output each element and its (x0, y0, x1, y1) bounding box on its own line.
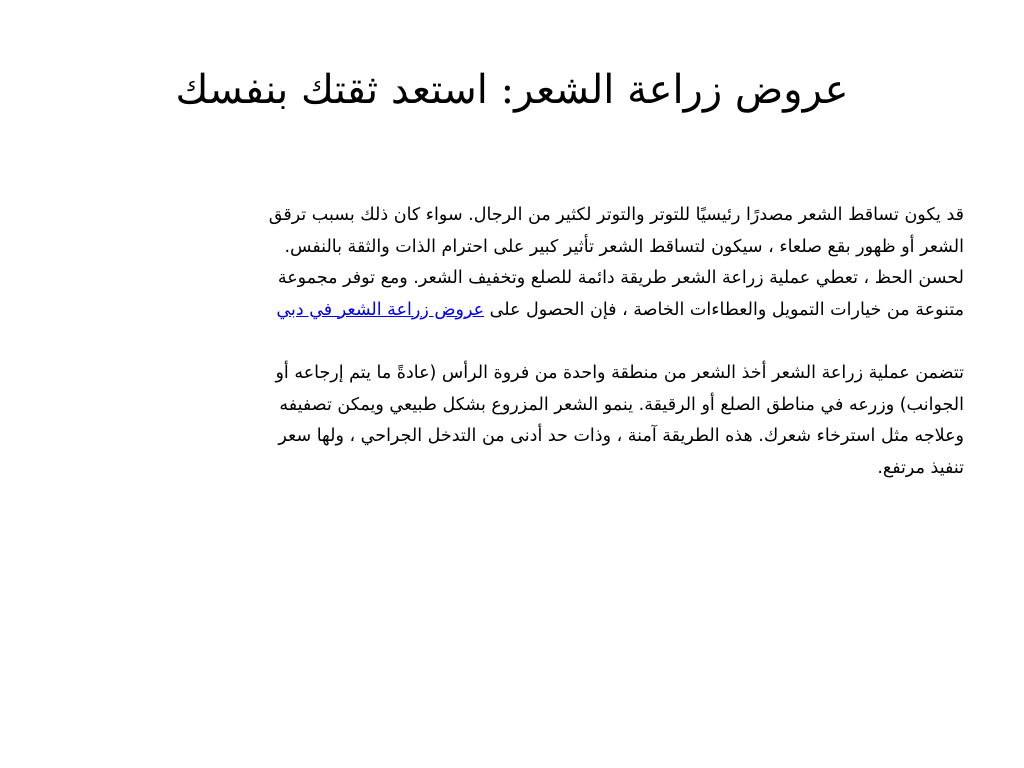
paragraph-procedure (70, 358, 964, 484)
paragraph-intro (70, 200, 964, 326)
hair-transplant-offers-link[interactable]: عروض زراعة الشعر في دبي (276, 299, 485, 320)
slide-title: عروض زراعة الشعر: استعد ثقتك بنفسك (175, 67, 849, 113)
paragraph-intro-line-2: الشعر أو ظهور بقع صلعاء ، سيكون لتساقط الشعر تأثير كبير على احترام الذات والثقة بالنفس. (284, 236, 964, 257)
paragraph-intro-line-4 (70, 295, 964, 327)
slide-body (70, 200, 964, 484)
paragraph-intro-line-4-text: متنوعة من خيارات التمويل والعطاءات الخاصة ، فإن الحصول على (484, 299, 964, 320)
paragraph-procedure-line-4: تنفيذ مرتفع. (877, 457, 964, 478)
paragraph-intro-line-1: قد يكون تساقط الشعر مصدرًا رئيسيًا للتوتر والتوتر لكثير من الرجال. سواء كان ذلك بسبب ترقق (268, 205, 964, 225)
paragraph-procedure-line-2: الجوانب) وزرعه في مناطق الصلع أو الرقيقة. ينمو الشعر المزروع بشكل طبيعي ويمكن تصفيفه (279, 394, 964, 415)
paragraph-procedure-line-1: تتضمن عملية زراعة الشعر أخذ الشعر من منطقة واحدة من فروة الرأس (عادةً ما يتم إرجاعه أو (275, 363, 964, 383)
paragraph-intro-line-3: لحسن الحظ ، تعطي عملية زراعة الشعر طريقة دائمة للصلع وتخفيف الشعر. ومع توفر مجموعة (277, 268, 964, 288)
paragraph-procedure-line-3: وعلاجه مثل استرخاء شعرك. هذه الطريقة آمنة ، وذات حد أدنى من التدخل الجراحي ، ولها سعر (278, 426, 964, 446)
